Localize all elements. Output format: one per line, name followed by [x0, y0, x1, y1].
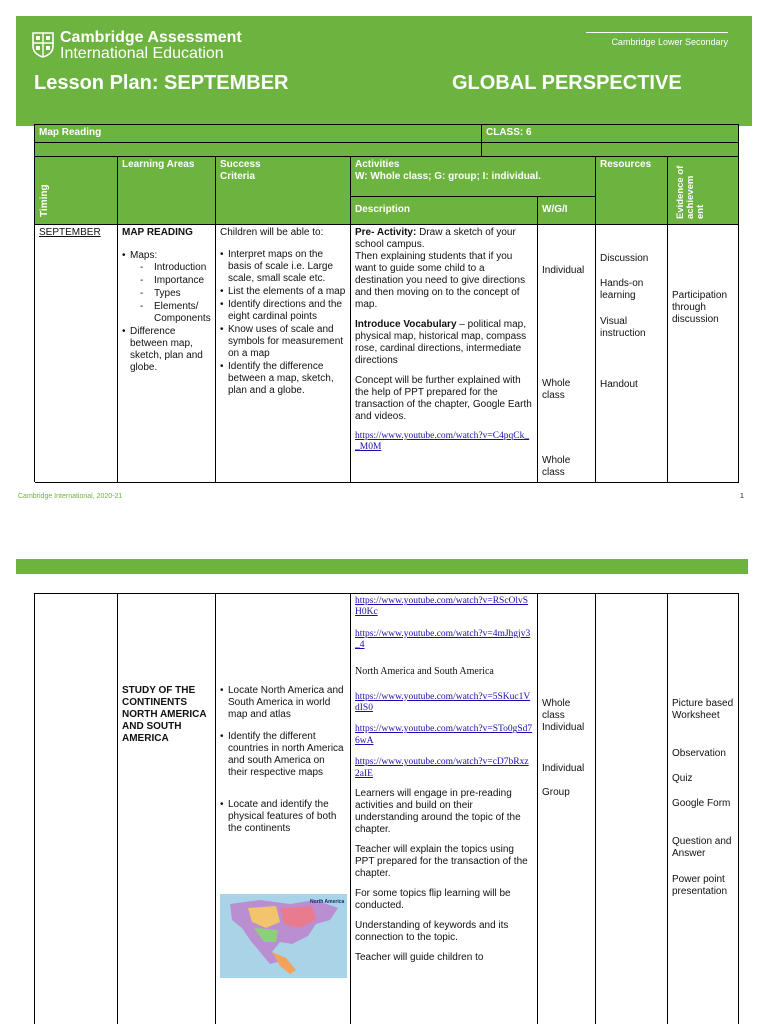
description-cell — [351, 225, 538, 483]
timing-cell — [35, 594, 118, 1024]
org-line-1: Cambridge Assessment — [60, 29, 242, 46]
wgi-value: Whole class — [542, 455, 571, 478]
stage-label — [586, 32, 728, 47]
activities-header-title: Activities — [355, 159, 400, 170]
description-text: Learners will engage in pre-reading activities and build on their understanding around the topic of the chapter. — [355, 787, 521, 835]
evidence-cell — [668, 225, 739, 483]
success-item: • Locate North America and South America in world map and atlas — [220, 685, 346, 721]
youtube-link[interactable]: https://www.youtube.com/watch?v=4mJhgjv3_4 — [355, 628, 531, 651]
vocab-label: Introduce Vocabulary — [355, 319, 457, 330]
activities-header-sub: W: Whole class; G: group; I: individual. — [355, 171, 541, 182]
evidence-value: Participation through discussion — [672, 290, 728, 325]
blank-cell — [482, 143, 739, 157]
subject-title: GLOBAL PERSPECTIVE — [452, 72, 682, 94]
success-header-line1: Success — [220, 159, 261, 170]
learning-areas-header: Learning Areas — [118, 157, 216, 225]
youtube-link[interactable]: https://www.youtube.com/watch?v=RScOlvSH0Kc — [355, 596, 529, 618]
success-item: • Identify the different countries in north America and south America on their respective maps — [220, 731, 346, 779]
concept-text: Concept will be further explained with the help of PPT prepared for the transaction of the chapter, Google Earth and videos. — [355, 375, 532, 422]
class-cell: CLASS: 6 — [482, 125, 739, 143]
evidence-header-text: Evidence of achievem ent — [675, 165, 706, 219]
description-text: Understanding of keywords and its connection to the topic. — [355, 919, 509, 943]
area-sub-item: - Importance — [140, 275, 211, 287]
learning-areas-cell — [118, 225, 216, 483]
topic-cell: Map Reading — [35, 125, 482, 143]
success-item: • List the elements of a map — [220, 286, 346, 298]
evidence-item: Quiz — [672, 773, 693, 784]
map-title: North America — [310, 899, 345, 905]
success-criteria-cell — [216, 225, 351, 483]
wgi-value: Individual — [542, 722, 585, 733]
area-sub-item: - Introduction — [140, 262, 211, 274]
success-item: • Locate and identify the physical features of both the continents — [220, 799, 346, 835]
timing-value: SEPTEMBER — [39, 227, 101, 238]
wgi-value: Individual — [542, 763, 585, 774]
success-header-line2: Criteria — [220, 171, 256, 182]
area-sub-item: - Elements/ Components — [140, 301, 211, 325]
resource-item: Visual instruction — [600, 316, 646, 339]
success-criteria-header — [216, 157, 351, 225]
evidence-cell — [668, 594, 739, 1024]
evidence-item: Observation — [672, 748, 726, 759]
area-title: MAP READING — [122, 227, 193, 238]
activities-header — [351, 157, 596, 197]
area-diff: • Difference between map, sketch, plan and globe. — [122, 326, 211, 374]
lesson-table-1 — [34, 124, 739, 482]
resources-cell — [596, 225, 668, 483]
evidence-item: Power point presentation — [672, 874, 728, 897]
wgi-header: W/G/I — [538, 197, 596, 225]
description-text: Teacher will explain the topics using PPT prepared for the transaction of the chapter. — [355, 843, 528, 879]
area-title: STUDY OF THE CONTINENTS NORTH AMERICA AND SOUTH AMERICA — [122, 685, 207, 744]
description-text: For some topics flip learning will be conducted. — [355, 887, 511, 911]
shield-icon — [32, 32, 54, 58]
youtube-link[interactable]: https://www.youtube.com/watch?v=STo0gSd76wA — [355, 724, 533, 746]
wgi-value: Individual — [542, 265, 585, 276]
youtube-link[interactable]: https://www.youtube.com/watch?v=5SKuc1VdIS0 — [355, 691, 531, 713]
pre-activity-text: Draw a sketch of your school campus. — [355, 227, 516, 250]
resources-cell — [596, 594, 668, 1024]
wgi-value: Group — [542, 787, 570, 798]
evidence-item: Picture based Worksheet — [672, 698, 734, 721]
resource-item: Handout — [600, 379, 638, 390]
youtube-link[interactable]: https://www.youtube.com/watch?v=C4pqCk__M0M — [355, 431, 530, 453]
timing-header-text: Timing — [39, 184, 50, 217]
north-america-map-image — [220, 894, 347, 978]
area-maps: Maps: — [130, 250, 158, 261]
lesson-title: Lesson Plan: SEPTEMBER — [34, 72, 289, 94]
wgi-value: Whole class — [542, 378, 571, 401]
success-intro: Children will be able to: — [220, 227, 324, 238]
success-criteria-cell — [216, 594, 351, 1024]
lesson-table-2 — [34, 593, 739, 1024]
blank-cell — [35, 143, 482, 157]
youtube-link[interactable]: https://www.youtube.com/watch?v=cD7bRxz2aIE — [355, 757, 529, 779]
cambridge-logo — [32, 30, 242, 62]
learning-areas-cell — [118, 594, 216, 1024]
success-item: • Identify directions and the eight cardinal points — [220, 299, 346, 323]
area-sub-item: - Types — [140, 288, 211, 300]
success-item: • Know uses of scale and symbols for measurement on a map — [220, 324, 346, 360]
wgi-cell — [538, 594, 596, 1024]
wgi-value: Whole class — [542, 698, 571, 721]
stage-text: Cambridge Lower Secondary — [611, 37, 728, 47]
na-sa-heading: North America and South America — [355, 665, 494, 677]
pre-activity-more: Then explaining students that if you want to guide some child to a destination you need to give directions and then moving on to the concept of map. — [355, 251, 526, 310]
resource-item: Hands-on learning — [600, 278, 644, 301]
success-item: • Identify the difference between a map, sketch, plan and a globe. — [220, 361, 346, 397]
header-banner — [16, 16, 752, 126]
timing-cell — [35, 225, 118, 483]
resources-header: Resources — [596, 157, 668, 225]
evidence-item: Question and Answer — [672, 836, 732, 859]
vocab-text: – political map, physical map, historical map, compass rose, cardinal directions, intermediate directions — [355, 319, 527, 366]
description-header: Description — [351, 197, 538, 225]
org-line-2: International Education — [60, 45, 224, 62]
evidence-item: Google Form — [672, 798, 731, 809]
evidence-header — [668, 157, 739, 225]
page-number: 1 — [740, 493, 744, 500]
pre-activity-label: Pre- Activity: — [355, 227, 417, 238]
resource-item: Discussion — [600, 253, 649, 264]
success-item: • Interpret maps on the basis of scale i.e. Large scale, small scale etc. — [220, 249, 346, 285]
footer-copyright: Cambridge International, 2020-21 — [18, 493, 123, 500]
description-cell — [351, 594, 538, 1024]
timing-header — [35, 157, 118, 225]
page-2-banner — [16, 559, 748, 574]
description-text: Teacher will guide children to — [355, 951, 484, 963]
wgi-cell — [538, 225, 596, 483]
